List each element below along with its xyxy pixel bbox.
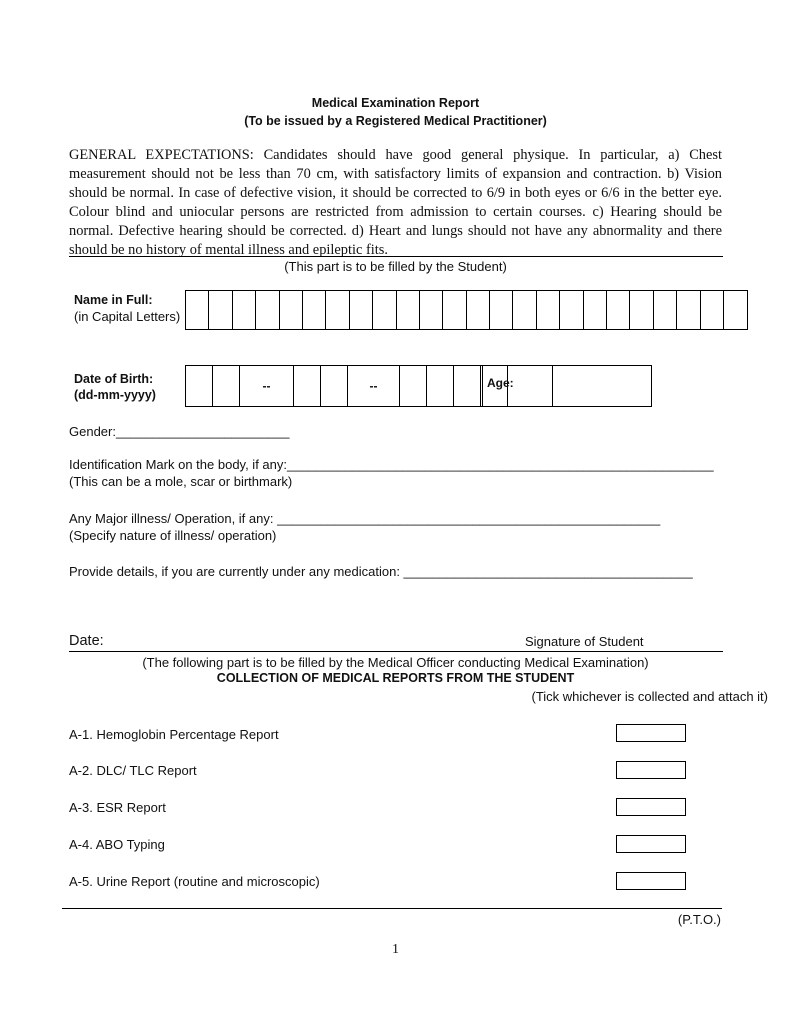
dob-year-digit-2[interactable] — [427, 366, 454, 406]
report-item-urine: A-5. Urine Report (routine and microscopic) — [69, 874, 320, 889]
gender-field[interactable]: Gender:________________________ — [69, 424, 290, 439]
name-char-box[interactable] — [350, 291, 373, 329]
report-checkbox-dlc-tlc[interactable] — [616, 761, 686, 779]
name-char-box[interactable] — [209, 291, 232, 329]
dob-sublabel: (dd-mm-yyyy) — [74, 388, 156, 402]
identification-mark-note: (This can be a mole, scar or birthmark) — [69, 474, 293, 489]
age-label: Age: — [483, 366, 553, 406]
reports-heading: COLLECTION OF MEDICAL REPORTS FROM THE STUDENT — [216, 671, 575, 685]
student-part-note: (This part is to be filled by the Student) — [284, 259, 507, 274]
name-char-box[interactable] — [490, 291, 513, 329]
report-checkbox-abo-typing[interactable] — [616, 835, 686, 853]
report-item-dlc-tlc: A-2. DLC/ TLC Report — [69, 763, 197, 778]
name-char-box[interactable] — [701, 291, 724, 329]
identification-mark-field[interactable]: Identification Mark on the body, if any:___________________________________________________________ — [69, 457, 714, 472]
name-char-box[interactable] — [630, 291, 653, 329]
name-char-box[interactable] — [373, 291, 396, 329]
report-item-esr: A-3. ESR Report — [69, 800, 166, 815]
page-number: 1 — [392, 942, 399, 957]
name-char-box[interactable] — [654, 291, 677, 329]
name-char-box[interactable] — [560, 291, 583, 329]
dob-month-digit-2[interactable] — [321, 366, 348, 406]
signature-divider — [69, 651, 723, 652]
name-char-box[interactable] — [420, 291, 443, 329]
medical-part-note: (The following part is to be filled by the Medical Officer conducting Medical Examination) — [142, 655, 649, 670]
dob-day-digit-2[interactable] — [213, 366, 240, 406]
name-label: Name in Full: — [74, 293, 153, 307]
report-checkbox-hemoglobin[interactable] — [616, 724, 686, 742]
name-char-box[interactable] — [443, 291, 466, 329]
report-checkbox-urine[interactable] — [616, 872, 686, 890]
name-char-box[interactable] — [584, 291, 607, 329]
signature-label: Signature of Student — [525, 634, 644, 649]
dob-separator-1: -- — [240, 366, 294, 406]
pto-label: (P.T.O.) — [677, 912, 721, 927]
dob-label: Date of Birth: — [74, 372, 154, 386]
footer-divider — [62, 908, 722, 909]
tick-instruction: (Tick whichever is collected and attach it) — [531, 689, 768, 704]
name-char-box[interactable] — [256, 291, 279, 329]
general-expectations: GENERAL EXPECTATIONS: Candidates should have good general physique. In particular, a) Chest measurement should not be less than 70 cm, with satisfactory limits of expansion and contraction. b) Vision should be normal. In case of defective vision, it should be corrected to 6/9 in both eyes or 6/6 in the better eye. Colour blind and uniocular persons are restricted from admission to certain courses. c) Hearing should be normal. Defective hearing should be corrected. d) Heart and lungs should not have any abnormality and there should be no history of mental illness and epileptic fits. — [69, 147, 722, 258]
name-char-box[interactable] — [326, 291, 349, 329]
divider-line — [69, 256, 723, 257]
name-input-boxes[interactable] — [185, 290, 748, 330]
name-char-box[interactable] — [303, 291, 326, 329]
dob-input-boxes[interactable] — [185, 365, 508, 407]
dob-separator-2: -- — [348, 366, 400, 406]
dob-month-digit-1[interactable] — [294, 366, 321, 406]
date-label: Date: — [69, 633, 104, 649]
name-sublabel: (in Capital Letters) — [74, 309, 181, 324]
name-char-box[interactable] — [537, 291, 560, 329]
age-input[interactable] — [553, 366, 651, 406]
medication-field[interactable]: Provide details, if you are currently under any medication: ________________________________________ — [69, 564, 693, 579]
name-char-box[interactable] — [677, 291, 700, 329]
name-char-box[interactable] — [397, 291, 420, 329]
name-char-box[interactable] — [607, 291, 630, 329]
name-char-box[interactable] — [513, 291, 536, 329]
age-box — [482, 365, 652, 407]
report-item-hemoglobin: A-1. Hemoglobin Percentage Report — [69, 727, 279, 742]
dob-year-digit-1[interactable] — [400, 366, 427, 406]
name-char-box[interactable] — [724, 291, 747, 329]
dob-year-digit-3[interactable] — [454, 366, 481, 406]
name-char-box[interactable] — [280, 291, 303, 329]
name-char-box[interactable] — [467, 291, 490, 329]
major-illness-note: (Specify nature of illness/ operation) — [69, 528, 277, 543]
name-char-box[interactable] — [233, 291, 256, 329]
page-subtitle: (To be issued by a Registered Medical Practitioner) — [244, 114, 547, 128]
name-char-box[interactable] — [186, 291, 209, 329]
page-title: Medical Examination Report — [311, 96, 480, 110]
report-checkbox-esr[interactable] — [616, 798, 686, 816]
dob-day-digit-1[interactable] — [186, 366, 213, 406]
major-illness-field[interactable]: Any Major illness/ Operation, if any: _____________________________________________________ — [69, 511, 661, 526]
report-item-abo-typing: A-4. ABO Typing — [69, 837, 165, 852]
